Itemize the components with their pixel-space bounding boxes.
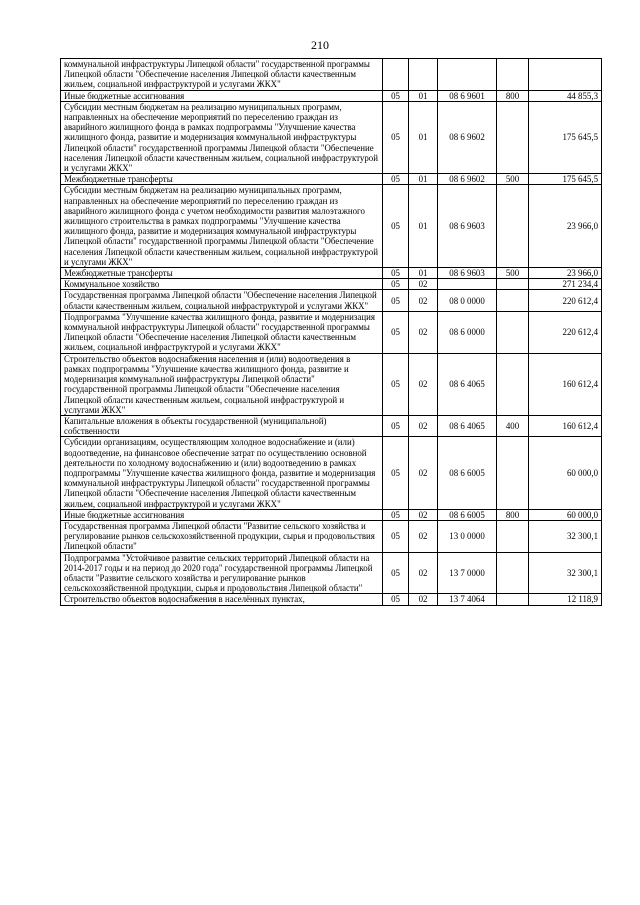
subsection-code-cell: 02 [409,509,438,520]
section-code-cell: 05 [383,520,409,552]
subsection-code-cell: 01 [409,185,438,268]
expense-type-cell [497,185,529,268]
page-number: 210 [311,38,329,52]
subsection-code-cell: 02 [409,279,438,290]
subsection-code-cell: 02 [409,552,438,594]
target-article-cell: 13 0 0000 [438,520,497,552]
expense-type-cell [497,552,529,594]
table-row [61,59,602,91]
subsection-code-cell: 02 [409,290,438,311]
section-code-cell: 05 [383,174,409,185]
amount-cell: 23 966,0 [529,185,602,268]
target-article-cell: 08 6 4065 [438,415,497,436]
table-row [61,185,602,268]
row-name-cell: Государственная программа Липецкой области "Обеспечение населения Липецкой области качественным жильем, социальной инфраструктурой и услугами ЖКХ" [61,290,383,311]
section-code-cell: 05 [383,415,409,436]
table-row [61,290,602,311]
table-row [61,594,602,605]
target-article-cell: 08 6 6005 [438,437,497,509]
row-name-cell: Строительство объектов водоснабжения в населённых пунктах, [61,594,383,605]
section-code-cell [383,59,409,91]
section-code-cell: 05 [383,437,409,509]
section-code-cell: 05 [383,101,409,173]
target-article-cell: 08 6 0000 [438,311,497,353]
expense-type-cell [497,520,529,552]
amount-cell: 160 612,4 [529,415,602,436]
row-name-cell: Коммунальное хозяйство [61,279,383,290]
table-row [61,174,602,185]
target-article-cell: 08 6 9602 [438,101,497,173]
subsection-code-cell: 01 [409,174,438,185]
target-article-cell: 08 6 9603 [438,185,497,268]
expense-type-cell [497,437,529,509]
subsection-code-cell: 02 [409,520,438,552]
amount-cell: 220 612,4 [529,311,602,353]
section-code-cell: 05 [383,268,409,279]
amount-cell [529,59,602,91]
expense-type-cell [497,279,529,290]
budget-table-body [61,59,602,606]
row-name-cell: Межбюджетные трансферты [61,268,383,279]
amount-cell: 175 645,5 [529,101,602,173]
table-row [61,509,602,520]
table-row [61,268,602,279]
expense-type-cell [497,101,529,173]
section-code-cell: 05 [383,311,409,353]
table-row [61,279,602,290]
amount-cell: 32 300,1 [529,552,602,594]
row-name-cell: Субсидии местным бюджетам на реализацию муниципальных программ, направленных на обеспечение мероприятий по переселению граждан из аварийного жилищного фонда с учетом необходимости развития малоэтажного жилищного строительства в рамках подпрограммы "Улучшение качества жилищного фонда, развитие и модернизация коммунальной инфраструктуры Липецкой области" государственной программы Липецкой области "Обеспечение населения Липецкой области качественным жильем, социальной инфраструктурой и услугами ЖКХ" [61,185,383,268]
row-name-cell: Субсидии организациям, осуществляющим холодное водоснабжение и (или) водоотведение, на финансовое обеспечение затрат по осуществлению основной деятельности по холодному водоснабжению и (или) водоотведению в рамках подпрограммы "Улучшение качества жилищного фонда, развитие и модернизация коммунальной инфраструктуры Липецкой области" государственной программы Липецкой области "Обеспечение населения Липецкой области качественным жильем, социальной инфраструктурой и услугами ЖКХ" [61,437,383,509]
budget-table [60,58,602,606]
expense-type-cell: 500 [497,174,529,185]
table-row [61,311,602,353]
subsection-code-cell: 01 [409,90,438,101]
amount-cell: 175 645,5 [529,174,602,185]
row-name-cell: Иные бюджетные ассигнования [61,509,383,520]
expense-type-cell: 800 [497,90,529,101]
amount-cell: 23 966,0 [529,268,602,279]
table-row [61,90,602,101]
subsection-code-cell: 02 [409,415,438,436]
row-name-cell: Субсидии местным бюджетам на реализацию муниципальных программ, направленных на обеспечение мероприятий по переселению граждан из аварийного жилищного фонда в рамках подпрограммы "Улучшение качества жилищного фонда, развитие и модернизация коммунальной инфраструктуры Липецкой области" государственной программы Липецкой области "Обеспечение населения Липецкой области качественным жильем, социальной инфраструктурой и услугами ЖКХ" [61,101,383,173]
expense-type-cell [497,353,529,415]
subsection-code-cell: 02 [409,594,438,605]
row-name-cell: Межбюджетные трансферты [61,174,383,185]
table-row [61,552,602,594]
row-name-cell: Подпрограмма "Улучшение качества жилищного фонда, развитие и модернизация коммунальной инфраструктуры Липецкой области" государственной программы Липецкой области "Обеспечение населения Липецкой области качественным жильем, социальной инфраструктурой и услугами ЖКХ" [61,311,383,353]
amount-cell: 32 300,1 [529,520,602,552]
target-article-cell [438,279,497,290]
amount-cell: 60 000,0 [529,437,602,509]
table-row [61,353,602,415]
row-name-cell: Строительство объектов водоснабжения населения и (или) водоотведения в рамках подпрограммы "Улучшение качества жилищного фонда, развитие и модернизация коммунальной инфраструктуры Липецкой области" государственной программы Липецкой области "Обеспечение населения Липецкой области качественным жильем, социальной инфраструктурой и услугами ЖКХ" [61,353,383,415]
expense-type-cell [497,290,529,311]
amount-cell: 60 000,0 [529,509,602,520]
target-article-cell: 13 7 4064 [438,594,497,605]
expense-type-cell: 800 [497,509,529,520]
subsection-code-cell: 02 [409,437,438,509]
table-row [61,415,602,436]
amount-cell: 160 612,4 [529,353,602,415]
row-name-cell: Иные бюджетные ассигнования [61,90,383,101]
target-article-cell: 08 6 4065 [438,353,497,415]
expense-type-cell: 400 [497,415,529,436]
section-code-cell: 05 [383,90,409,101]
expense-type-cell [497,594,529,605]
row-name-cell: Подпрограмма "Устойчивое развитие сельских территорий Липецкой области на 2014-2017 годы и на период до 2020 года" государственной программы Липецкой области "Развитие сельского хозяйства и регулирование рынков сельскохозяйственной продукции, сырья и продовольствия Липецкой области" [61,552,383,594]
table-row [61,437,602,509]
target-article-cell: 08 0 0000 [438,290,497,311]
target-article-cell [438,59,497,91]
section-code-cell: 05 [383,185,409,268]
target-article-cell: 13 7 0000 [438,552,497,594]
amount-cell: 44 855,3 [529,90,602,101]
row-name-cell: Капитальные вложения в объекты государственной (муниципальной) собственности [61,415,383,436]
table-row [61,520,602,552]
section-code-cell: 05 [383,552,409,594]
subsection-code-cell: 02 [409,353,438,415]
row-name-cell: Государственная программа Липецкой области "Развитие сельского хозяйства и регулирование рынков сельскохозяйственной продукции, сырья и продовольствия Липецкой области" [61,520,383,552]
section-code-cell: 05 [383,594,409,605]
target-article-cell: 08 6 6005 [438,509,497,520]
amount-cell: 220 612,4 [529,290,602,311]
subsection-code-cell: 01 [409,268,438,279]
target-article-cell: 08 6 9601 [438,90,497,101]
subsection-code-cell [409,59,438,91]
target-article-cell: 08 6 9603 [438,268,497,279]
amount-cell: 12 118,9 [529,594,602,605]
section-code-cell: 05 [383,290,409,311]
expense-type-cell: 500 [497,268,529,279]
subsection-code-cell: 02 [409,311,438,353]
expense-type-cell [497,311,529,353]
section-code-cell: 05 [383,509,409,520]
amount-cell: 271 234,4 [529,279,602,290]
target-article-cell: 08 6 9602 [438,174,497,185]
section-code-cell: 05 [383,353,409,415]
row-name-cell: коммунальной инфраструктуры Липецкой области" государственной программы Липецкой области "Обеспечение населения Липецкой области качественным жильем, социальной инфраструктурой и услугами ЖКХ" [61,59,383,91]
subsection-code-cell: 01 [409,101,438,173]
section-code-cell: 05 [383,279,409,290]
table-row [61,101,602,173]
expense-type-cell [497,59,529,91]
